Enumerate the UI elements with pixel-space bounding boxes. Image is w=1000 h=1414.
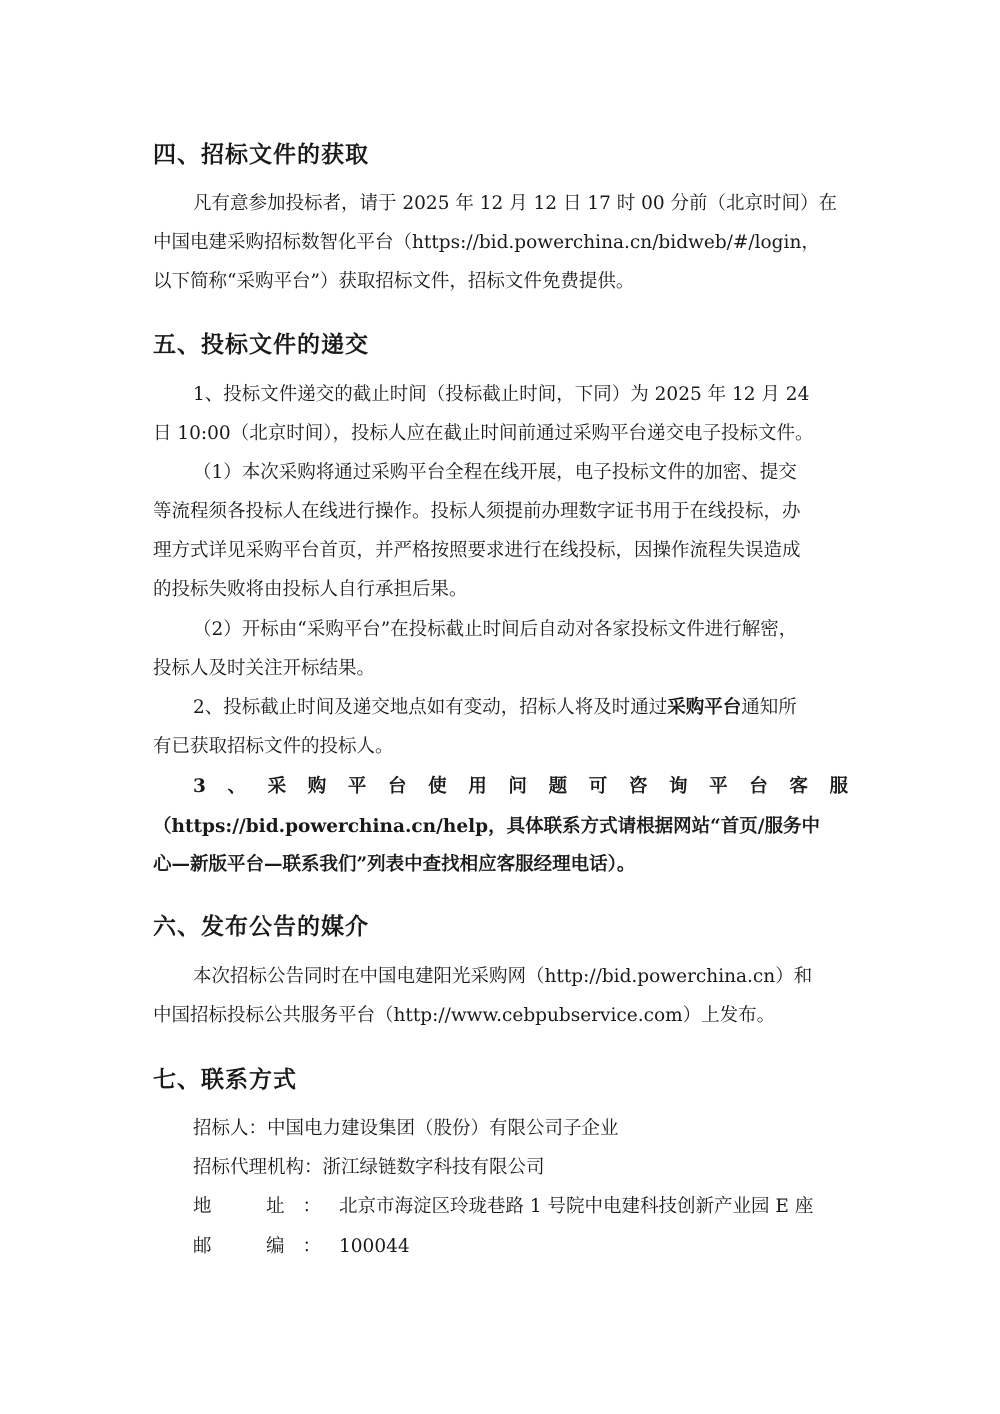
s5-item2-bold: 采购平台 — [667, 697, 742, 718]
section-6-title: 六、发布公告的媒介 — [153, 914, 369, 940]
s5-item1-line-1: 1、投标文件递交的截止时间（投标截止时间，下同）为 2025 年 12 月 24 — [193, 384, 810, 405]
s5-item2-text-a: 2、投标截止时间及递交地点如有变动，招标人将及时通过 — [193, 697, 668, 718]
s5-item3-line-1: 3、采购平台使用问题可咨询平台客服 — [193, 776, 848, 797]
contact-address — [193, 1195, 813, 1219]
s5-item2-text-b: 通知所 — [741, 697, 797, 718]
agency-value: 浙江绿链数字科技有限公司 — [322, 1157, 545, 1178]
postcode-label: 邮 编： — [193, 1236, 340, 1257]
s5-sub2-line-2: 投标人及时关注开标结果。 — [153, 658, 376, 679]
s5-sub2-line-1: （2）开标由“采购平台”在投标截止时间后自动对各家投标文件进行解密， — [193, 619, 798, 640]
s5-sub1-line-1: （1）本次采购将通过采购平台全程在线开展，电子投标文件的加密、提交 — [193, 462, 797, 483]
tenderer-value: 中国电力建设集团（股份）有限公司子企业 — [267, 1118, 619, 1139]
section-5-title: 五、投标文件的递交 — [153, 332, 369, 358]
s6-line-2: 中国招标投标公共服务平台（http://www.cebpubservice.com）上发布。 — [153, 1005, 776, 1026]
contact-tenderer — [193, 1117, 619, 1141]
s5-item3-line-3: 心—新版平台—联系我们”列表中查找相应客服经理电话）。 — [153, 854, 636, 875]
section-4-title: 四、招标文件的获取 — [153, 142, 369, 168]
address-label: 地 址： — [193, 1196, 340, 1217]
s4-line-2: 中国电建采购招标数智化平台（https://bid.powerchina.cn/bidweb/#/login， — [153, 232, 820, 253]
postcode-value: 100044 — [339, 1236, 410, 1257]
s5-item2-line-1 — [193, 696, 893, 720]
tenderer-label: 招标人： — [193, 1118, 268, 1139]
contact-postcode — [193, 1235, 410, 1259]
s5-item3-line-2: （https://bid.powerchina.cn/help，具体联系方式请根据网站“首页/服务中 — [153, 816, 820, 837]
contact-agency — [193, 1156, 545, 1180]
s4-line-3: 以下简称“采购平台”）获取招标文件，招标文件免费提供。 — [153, 271, 635, 292]
s5-sub1-line-2: 等流程须各投标人在线进行操作。投标人须提前办理数字证书用于在线投标，办 — [153, 501, 801, 522]
s5-sub1-line-4: 的投标失败将由投标人自行承担后果。 — [153, 579, 468, 600]
agency-label: 招标代理机构： — [193, 1157, 323, 1178]
s5-item2-line-2: 有已获取招标文件的投标人。 — [153, 736, 394, 757]
address-value: 北京市海淀区玲珑巷路 1 号院中电建科技创新产业园 E 座 — [339, 1196, 814, 1217]
section-7-title: 七、联系方式 — [153, 1067, 297, 1093]
s4-line-1: 凡有意参加投标者，请于 2025 年 12 月 12 日 17 时 00 分前（北京时间）在 — [193, 193, 838, 214]
s6-line-1: 本次招标公告同时在中国电建阳光采购网（http://bid.powerchina.cn）和 — [193, 966, 813, 987]
s5-item1-line-2: 日 10:00（北京时间），投标人应在截止时间前通过采购平台递交电子投标文件。 — [153, 423, 814, 444]
s5-sub1-line-3: 理方式详见采购平台首页，并严格按照要求进行在线投标，因操作流程失误造成 — [153, 540, 801, 561]
